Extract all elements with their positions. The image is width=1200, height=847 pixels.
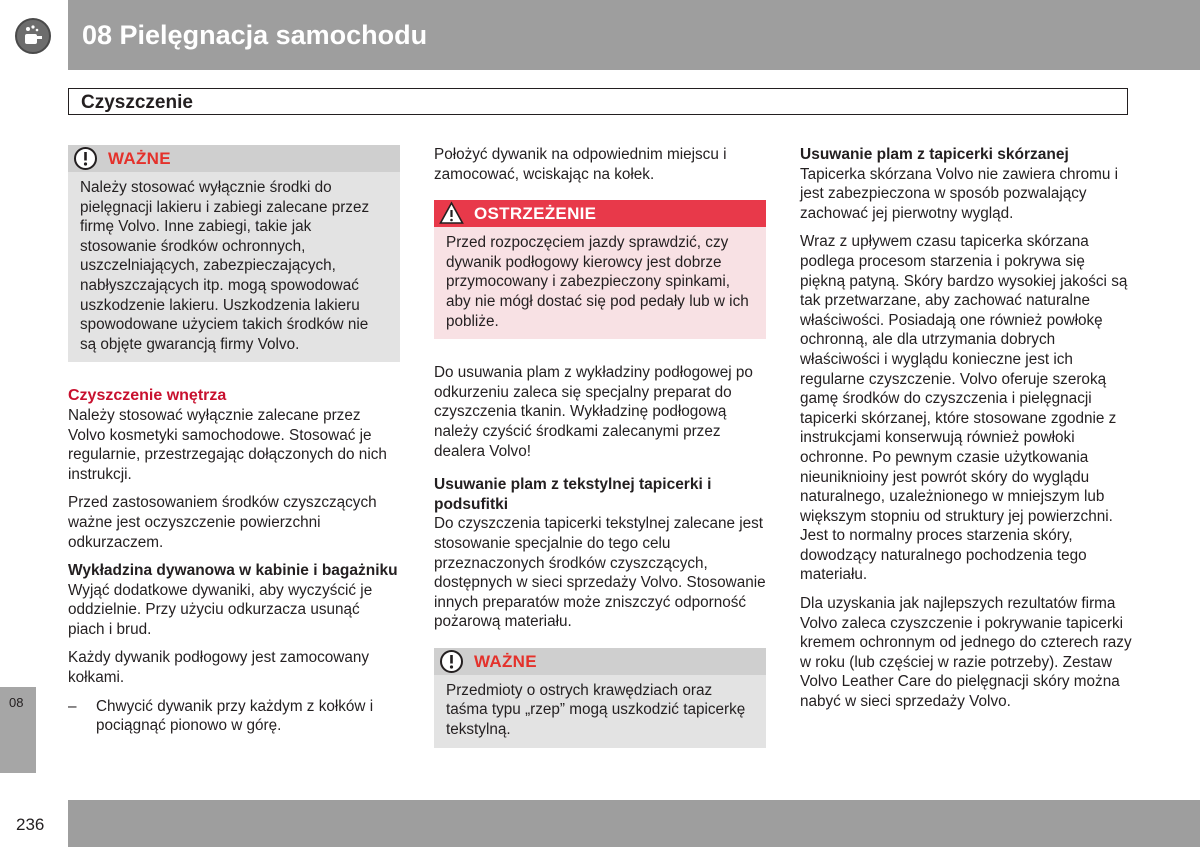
carpet-step-text: Chwycić dywanik przy każdym z kołków i pociągnąć pionowo w górę.: [96, 697, 374, 735]
leather-heading: Usuwanie plam z tapicerki skórzanej: [800, 146, 1069, 163]
section-title: Czyszczenie: [81, 92, 193, 113]
warning-box-header: [434, 200, 766, 227]
carpet-step: [68, 697, 400, 736]
important-box-2: [434, 648, 766, 748]
leather-paragraph-2: Wraz z upływem czasu tapicerka skórzana podlega procesom starzenia i pokrywa się piękną patyną. Skóry bardzo wysokiej jakości są tak przetwarzane, aby zachować naturalne właściwości. Posiadają one również powłokę ochronną, ale dla utrzymania dobrych właściwości i wyglądu konieczne jest ich regularne czyszczenie. Volvo oferuje szeroką gamę środków do czyszczenia i pielęgnacji tapicerki skórzanej, które stosowane zgodnie z instrukcjami konserwują również powłoki ochronne. Po pewnym czasie użytkowania nieuniknioiny jest powrót skóry do wyglądu naturalnego, uzależnionego w mniejszym lub większym stopniu od struktury jej powierzchni. Jest to normalny proces starzenia skóry, dowodzący naturalnego pochodzenia tego materiału.: [800, 233, 1128, 584]
chapter-title: 08 Pielęgnacja samochodu: [82, 20, 428, 50]
footer-bar: [68, 800, 1200, 847]
car-care-icon: [14, 17, 52, 55]
carpet-paragraph-1: Wyjąć dodatkowe dywaniki, aby wyczyścić je oddzielnie. Przy użyciu odkurzacza usunąć piach i brud.: [68, 581, 373, 638]
important-box-2-header: [434, 648, 766, 675]
warning-box: [434, 200, 766, 339]
dash-bullet: –: [68, 697, 77, 715]
important-box: [68, 145, 400, 362]
column-2: [434, 145, 766, 772]
important-label: WAŻNE: [108, 149, 171, 168]
interior-heading: Czyszczenie wnętrza: [68, 387, 227, 405]
textile-heading: Usuwanie plam z tekstylnej tapicerki i podsufitki: [434, 476, 712, 513]
warning-label: OSTRZEŻENIE: [474, 204, 597, 224]
section-header: [68, 88, 1128, 115]
important-text: Należy stosować wyłącznie środki do pielęgnacji lakieru i zabiegi zalecane przez firmę Volvo. Inne zabiegi, takie jak stosowanie środków ochronnych, uszczelniających, zabezpieczających, nabłyszczających itp. mogą spowodować uszkodzenie lakieru. Uszkodzenia lakieru spowodowane użyciem takich środków nie są objęte gwarancją firmy Volvo.: [80, 179, 370, 353]
page-number: 236: [16, 815, 45, 834]
leather-paragraph-3: Dla uzyskania jak najlepszych rezultatów firma Volvo zaleca czyszczenie i pokrywanie tapicerki kremem ochronnym od jednego do czterech razy w roku (lub częściej w razie potrzeby). Zestaw Volvo Leather Care do pielęgnacji skóry można nabyć w sieci sprzedaży Volvo.: [800, 595, 1132, 711]
chapter-side-tab: [0, 687, 36, 773]
mat-intro-paragraph: Położyć dywanik na odpowiednim miejscu i zamocować, wciskając na kołek.: [434, 146, 727, 183]
interior-paragraph-2: Przed zastosowaniem środków czyszczących ważne jest oczyszczenie powierzchni odkurzaczem.: [68, 494, 377, 551]
carpet-paragraph-2: Każdy dywanik podłogowy jest zamocowany kołkami.: [68, 649, 369, 687]
column-3: [800, 145, 1132, 721]
side-tab-label: 08: [9, 695, 24, 710]
important-text-2: Przedmioty o ostrych krawędziach oraz taśma typu „rzep” mogą uszkodzić tapicerkę tekstylną.: [446, 681, 746, 739]
exclamation-circle-icon: [73, 146, 98, 171]
carpet-heading: Wykładzina dywanowa w kabinie i bagażniku: [68, 562, 398, 580]
leather-paragraph-1: Tapicerka skórzana Volvo nie zawiera chromu i jest zabezpieczona w sposób pozwalający zachować jej pierwotny wygląd.: [800, 165, 1118, 222]
important-box-header: [68, 145, 400, 172]
stain-paragraph: Do usuwania plam z wykładziny podłogowej po odkurzeniu zaleca się specjalny preparat do czyszczenia tkanin. Wykładzinę podłogową należy czyścić środkami zalecanymi przez dealera Volvo!: [434, 364, 753, 460]
interior-paragraph-1: Należy stosować wyłącznie zalecane przez Volvo kosmetyki samochodowe. Stosować je regularnie, przestrzegając dołączonych do nich instrukcji.: [68, 406, 387, 483]
exclamation-circle-icon: [439, 649, 464, 674]
textile-paragraph: Do czyszczenia tapicerki tekstylnej zalecane jest stosowanie specjalnie do tego celu przeznaczonych środków czyszczących, dostępnych w sieci sprzedaży Volvo. Stosowanie innych preparatów może zniszczyć odporność pożarową materiału.: [434, 515, 766, 631]
column-1: [68, 145, 400, 736]
important-label-2: WAŻNE: [474, 651, 537, 671]
warning-triangle-icon: [439, 201, 464, 226]
warning-text: Przed rozpoczęciem jazdy sprawdzić, czy dywanik podłogowy kierowcy jest dobrze przymocowany i zabezpieczony spinkami, aby nie mógł dostać się pod pedały lub w ich pobliże.: [446, 234, 749, 330]
